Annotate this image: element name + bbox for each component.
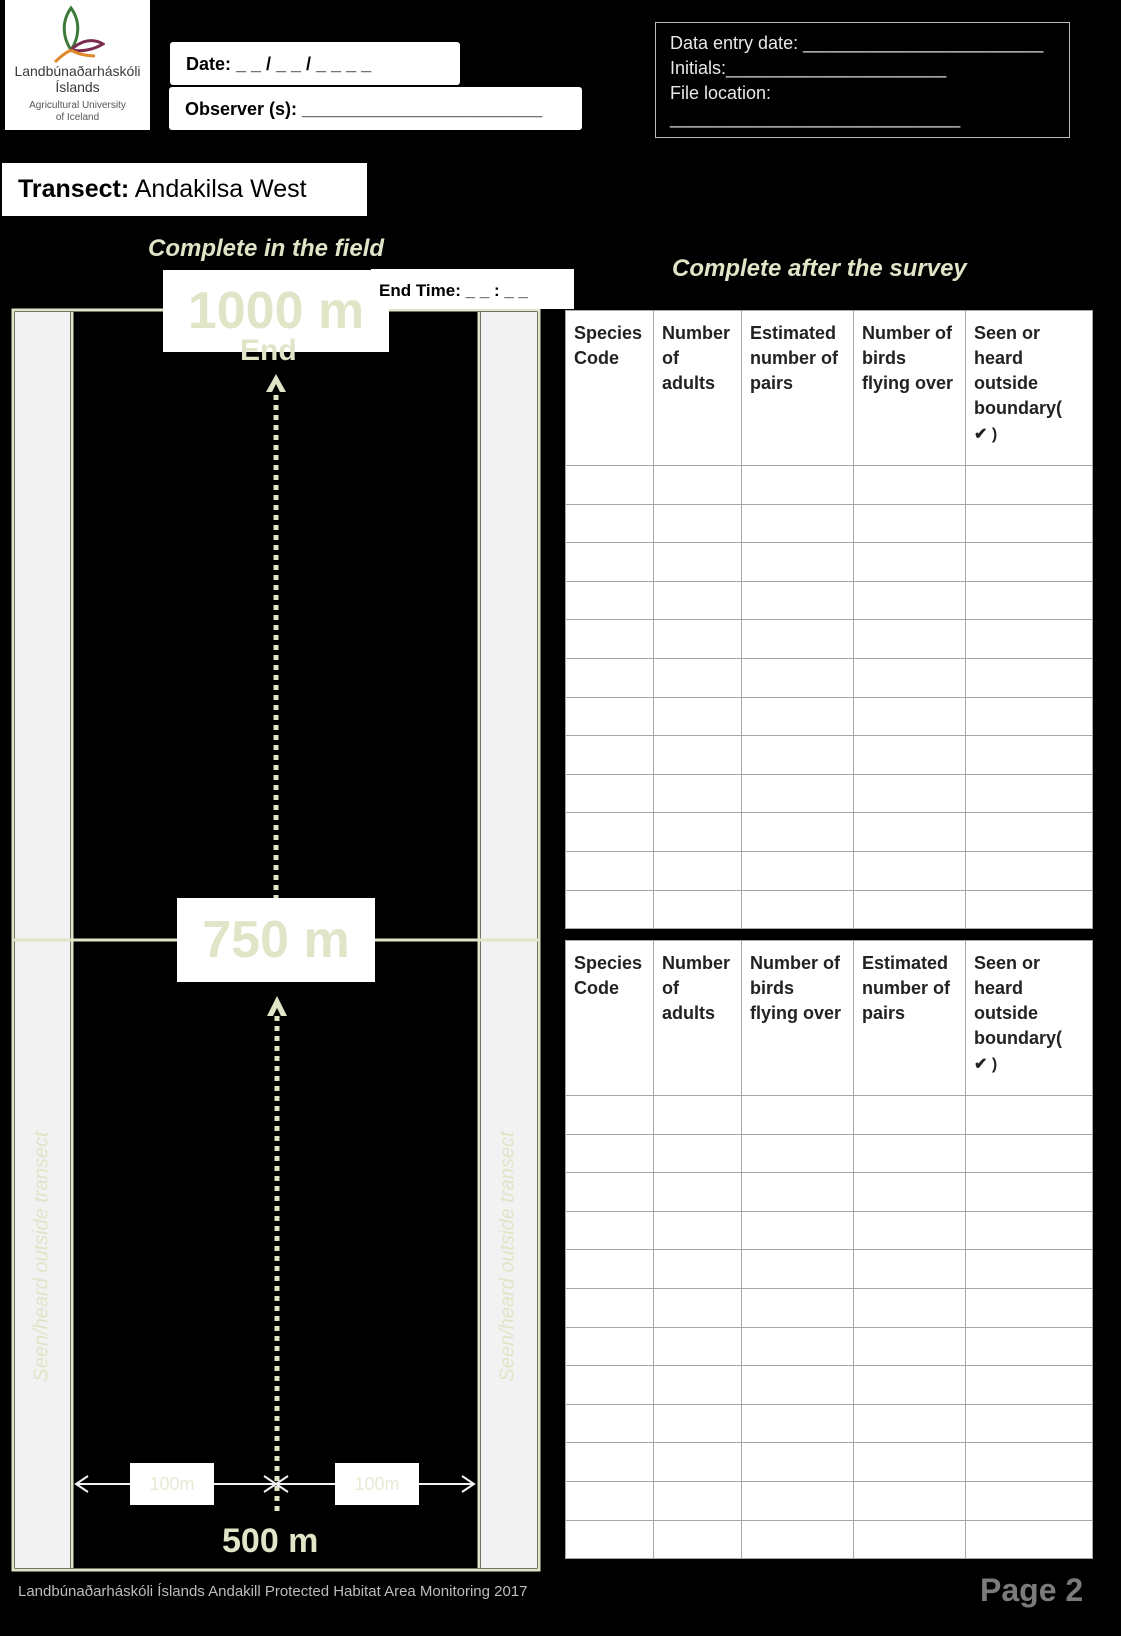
table-cell[interactable] <box>854 1520 966 1559</box>
table-cell[interactable] <box>966 1481 1093 1520</box>
table-header-row <box>566 311 1093 466</box>
table-cell[interactable] <box>742 1481 854 1520</box>
header-estimated-pairs: Estimated number of pairs <box>742 311 854 466</box>
table-cell[interactable] <box>654 1096 742 1135</box>
table-cell[interactable] <box>854 1327 966 1366</box>
date-field[interactable]: Date: _ _ / _ _ / _ _ _ _ <box>170 42 460 85</box>
table-cell[interactable] <box>654 1173 742 1212</box>
table-cell[interactable] <box>566 1250 654 1289</box>
table-cell[interactable] <box>566 736 654 775</box>
table-cell[interactable] <box>854 543 966 582</box>
header-outside-boundary <box>966 941 1093 1096</box>
table-top-body <box>566 466 1093 929</box>
table-row <box>566 1134 1093 1173</box>
file-location-field[interactable]: _____________________________ <box>670 108 961 128</box>
logo-sub-line2: of Iceland <box>55 112 100 123</box>
transect-diagram <box>0 0 560 1580</box>
transect-name: Andakilsa West <box>134 175 307 203</box>
data-entry-box <box>655 22 1070 138</box>
table-cell[interactable] <box>742 543 854 582</box>
table-row <box>566 1404 1093 1443</box>
table-row <box>566 697 1093 736</box>
table-cell[interactable] <box>566 620 654 659</box>
table-cell[interactable] <box>654 1288 742 1327</box>
table-cell[interactable] <box>566 697 654 736</box>
table-cell[interactable] <box>742 1134 854 1173</box>
end-time-field[interactable]: End Time: _ _ : _ _ <box>371 269 574 309</box>
table-cell[interactable] <box>654 1520 742 1559</box>
table-cell[interactable] <box>742 1288 854 1327</box>
header-birds-flying-over: Number of birds flying over <box>854 311 966 466</box>
table-cell[interactable] <box>854 1481 966 1520</box>
mark-500-label: 500 m <box>222 1522 319 1560</box>
table-cell[interactable] <box>742 851 854 890</box>
table-row <box>566 736 1093 775</box>
table-cell[interactable] <box>854 774 966 813</box>
table-row <box>566 890 1093 929</box>
table-cell[interactable] <box>966 1134 1093 1173</box>
data-entry-date-field[interactable]: Data entry date: ________________________ <box>670 33 1044 53</box>
table-row <box>566 581 1093 620</box>
table-cell[interactable] <box>566 851 654 890</box>
footer-text: Landbúnaðarháskóli Íslands Andakill Protected Habitat Area Monitoring 2017 <box>18 1583 528 1600</box>
header-estimated-pairs: Estimated number of pairs <box>854 941 966 1096</box>
table-cell[interactable] <box>654 813 742 852</box>
table-cell[interactable] <box>654 581 742 620</box>
table-cell[interactable] <box>854 504 966 543</box>
table-cell[interactable] <box>654 1250 742 1289</box>
table-cell[interactable] <box>854 1173 966 1212</box>
header-number-adults: Number of adults <box>654 311 742 466</box>
logo-name-line2: Íslands <box>55 79 100 95</box>
outside-boundary-text: Seen or heard outside boundary( <box>974 953 1062 1048</box>
table-cell[interactable] <box>966 1327 1093 1366</box>
table-cell[interactable] <box>854 1211 966 1250</box>
table-cell[interactable] <box>854 1366 966 1405</box>
table-cell[interactable] <box>566 1366 654 1405</box>
table-cell[interactable] <box>854 851 966 890</box>
table-row <box>566 658 1093 697</box>
file-location-label: File location: <box>670 83 772 103</box>
table-cell[interactable] <box>966 658 1093 697</box>
table-cell[interactable] <box>854 813 966 852</box>
table-cell[interactable] <box>654 697 742 736</box>
page-number: Page 2 <box>980 1572 1084 1608</box>
table-row <box>566 851 1093 890</box>
table-cell[interactable] <box>654 1481 742 1520</box>
table-cell[interactable] <box>566 1443 654 1482</box>
table-cell[interactable] <box>742 620 854 659</box>
table-cell[interactable] <box>742 697 854 736</box>
table-cell[interactable] <box>742 1366 854 1405</box>
table-cell[interactable] <box>742 1211 854 1250</box>
table-cell[interactable] <box>966 890 1093 929</box>
table-cell[interactable] <box>854 1404 966 1443</box>
table-cell[interactable] <box>742 774 854 813</box>
table-cell[interactable] <box>966 774 1093 813</box>
table-row <box>566 1443 1093 1482</box>
table-cell[interactable] <box>742 1404 854 1443</box>
table-cell[interactable] <box>566 658 654 697</box>
table-cell[interactable] <box>566 1327 654 1366</box>
table-cell[interactable] <box>966 1173 1093 1212</box>
initials-field[interactable]: Initials:______________________ <box>670 58 947 78</box>
table-cell[interactable] <box>854 890 966 929</box>
end-label: End <box>240 334 297 367</box>
table-row <box>566 1211 1093 1250</box>
table-cell[interactable] <box>854 1134 966 1173</box>
table-row <box>566 504 1093 543</box>
table-cell[interactable] <box>654 620 742 659</box>
table-cell[interactable] <box>966 813 1093 852</box>
table-cell[interactable] <box>566 1520 654 1559</box>
table-cell[interactable] <box>566 774 654 813</box>
table-cell[interactable] <box>854 620 966 659</box>
header-species-code: Species Code <box>566 941 654 1096</box>
right-distance-box: 100m <box>335 1463 419 1505</box>
table-cell[interactable] <box>966 466 1093 505</box>
table-row <box>566 1288 1093 1327</box>
table-cell[interactable] <box>742 890 854 929</box>
observer-field[interactable]: Observer (s): ________________________ <box>169 87 582 130</box>
table-bottom-body <box>566 1096 1093 1559</box>
table-cell[interactable] <box>566 1211 654 1250</box>
upper-arrowhead-icon <box>266 374 286 392</box>
outside-boundary-text: Seen or heard outside boundary( <box>974 323 1062 418</box>
table-row <box>566 1366 1093 1405</box>
table-cell[interactable] <box>966 504 1093 543</box>
table-header-row <box>566 941 1093 1096</box>
table-cell[interactable] <box>966 1366 1093 1405</box>
table-cell[interactable] <box>654 543 742 582</box>
mark-750-label: 750 m <box>177 898 375 982</box>
table-cell[interactable] <box>742 1173 854 1212</box>
table-cell[interactable] <box>966 1443 1093 1482</box>
table-cell[interactable] <box>966 1520 1093 1559</box>
table-row <box>566 466 1093 505</box>
table-row <box>566 1481 1093 1520</box>
table-cell[interactable] <box>854 581 966 620</box>
table-cell[interactable] <box>742 1096 854 1135</box>
table-row <box>566 1327 1093 1366</box>
header-species-code: Species Code <box>566 311 654 466</box>
table-cell[interactable] <box>742 1520 854 1559</box>
table-cell[interactable] <box>654 1443 742 1482</box>
table-cell[interactable] <box>854 658 966 697</box>
table-row <box>566 1173 1093 1212</box>
table-row <box>566 1096 1093 1135</box>
table-cell[interactable] <box>742 466 854 505</box>
table-cell[interactable] <box>566 1404 654 1443</box>
table-cell[interactable] <box>966 697 1093 736</box>
table-cell[interactable] <box>742 658 854 697</box>
table-cell[interactable] <box>854 1443 966 1482</box>
table-cell[interactable] <box>742 504 854 543</box>
table-cell[interactable] <box>566 1134 654 1173</box>
table-row <box>566 1250 1093 1289</box>
table-cell[interactable] <box>654 851 742 890</box>
table-cell[interactable] <box>654 1366 742 1405</box>
table-cell[interactable] <box>654 774 742 813</box>
table-cell[interactable] <box>742 736 854 775</box>
table-cell[interactable] <box>566 466 654 505</box>
table-cell[interactable] <box>742 1443 854 1482</box>
header-number-adults: Number of adults <box>654 941 742 1096</box>
table-cell[interactable] <box>654 466 742 505</box>
table-cell[interactable] <box>566 1288 654 1327</box>
right-side-text: Seen/heard outside transect <box>496 1131 519 1382</box>
table-cell[interactable] <box>742 1250 854 1289</box>
logo-sub-line1: Agricultural University <box>29 100 126 111</box>
species-table-top <box>565 310 1093 929</box>
table-cell[interactable] <box>566 1173 654 1212</box>
lower-arrowhead-icon <box>267 996 287 1016</box>
checkmark-icon: ✔ ) <box>974 426 998 443</box>
table-cell[interactable] <box>854 697 966 736</box>
table-cell[interactable] <box>854 1288 966 1327</box>
table-cell[interactable] <box>742 813 854 852</box>
table-row <box>566 1520 1093 1559</box>
table-row <box>566 813 1093 852</box>
table-cell[interactable] <box>966 736 1093 775</box>
table-cell[interactable] <box>566 504 654 543</box>
table-cell[interactable] <box>566 543 654 582</box>
table-cell[interactable] <box>966 1096 1093 1135</box>
table-cell[interactable] <box>654 658 742 697</box>
table-cell[interactable] <box>654 1327 742 1366</box>
table-cell[interactable] <box>742 1327 854 1366</box>
table-cell[interactable] <box>966 851 1093 890</box>
table-cell[interactable] <box>566 1481 654 1520</box>
table-cell[interactable] <box>966 1404 1093 1443</box>
field-section-title: Complete in the field <box>148 235 385 262</box>
survey-section-title: Complete after the survey <box>672 255 967 282</box>
table-cell[interactable] <box>854 1250 966 1289</box>
table-cell[interactable] <box>654 1211 742 1250</box>
table-cell[interactable] <box>966 1288 1093 1327</box>
table-cell[interactable] <box>966 581 1093 620</box>
checkmark-icon: ✔ ) <box>974 1056 998 1073</box>
left-side-text: Seen/heard outside transect <box>30 1131 53 1382</box>
table-cell[interactable] <box>654 890 742 929</box>
mark-1000-label: 1000 m <box>163 270 389 352</box>
table-cell[interactable] <box>966 543 1093 582</box>
table-cell[interactable] <box>966 1211 1093 1250</box>
left-distance-box: 100m <box>130 1463 214 1505</box>
table-cell[interactable] <box>654 504 742 543</box>
logo-name-line1: Landbúnaðarháskóli <box>14 63 141 79</box>
header-birds-flying-over: Number of birds flying over <box>742 941 854 1096</box>
table-row <box>566 620 1093 659</box>
table-cell[interactable] <box>742 581 854 620</box>
table-cell[interactable] <box>654 736 742 775</box>
header-outside-boundary <box>966 311 1093 466</box>
table-cell[interactable] <box>854 466 966 505</box>
table-cell[interactable] <box>854 736 966 775</box>
transect-label: Transect: <box>18 175 130 203</box>
table-cell[interactable] <box>966 620 1093 659</box>
table-cell[interactable] <box>566 1096 654 1135</box>
table-cell[interactable] <box>854 1096 966 1135</box>
table-cell[interactable] <box>566 890 654 929</box>
table-row <box>566 774 1093 813</box>
table-cell[interactable] <box>966 1250 1093 1289</box>
species-table-bottom <box>565 940 1093 1559</box>
table-cell[interactable] <box>654 1134 742 1173</box>
table-cell[interactable] <box>654 1404 742 1443</box>
table-row <box>566 543 1093 582</box>
table-cell[interactable] <box>566 581 654 620</box>
table-cell[interactable] <box>566 813 654 852</box>
